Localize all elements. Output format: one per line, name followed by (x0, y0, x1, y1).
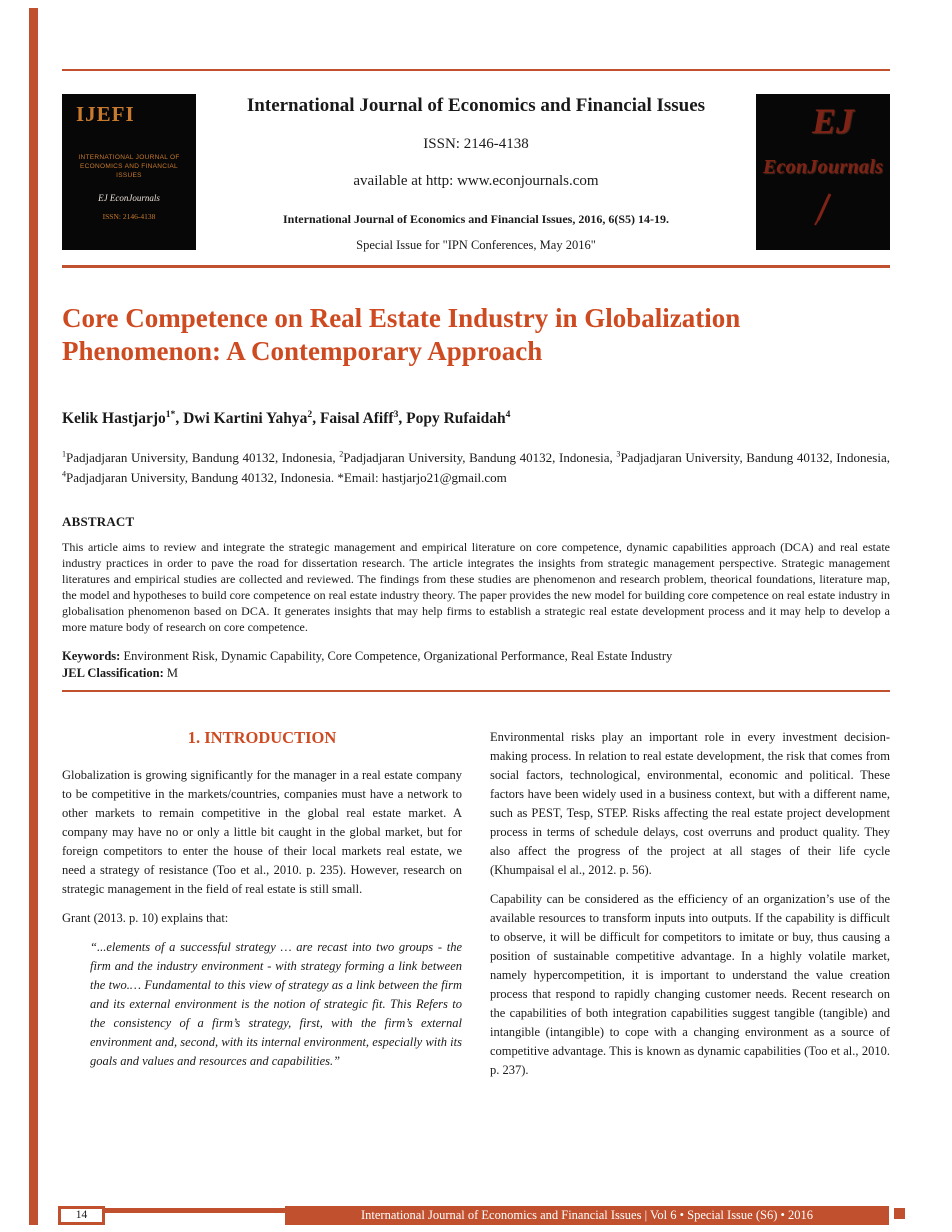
keywords-label: Keywords: (62, 649, 121, 663)
econjournals-monogram: EJ (812, 101, 855, 141)
left-paragraph-1: Globalization is growing significantly for the manager in a real estate company to be competitive in the markets/countries, companies must have a network to other markets to remain competitive in the global real estate market. A company may have no or only a little bit caught in the global market, but for foreign competitors to enter the house of their local markets real estate, we need a strategy of resistance (Too et al., 2010. p. 235). However, research on strategic management in the field of real estate is still small. (62, 768, 462, 896)
ijefi-logo (62, 94, 196, 250)
article-title: Core Competence on Real Estate Industry in Globalization Phenomenon: A Contemporary Approach (62, 303, 741, 366)
header-bottom-rule (62, 265, 890, 268)
footer-corner-mark (894, 1208, 905, 1219)
ijefi-logo-issn: ISSN: 2146-4138 (102, 212, 156, 221)
econjournals-logo (756, 94, 890, 250)
quill-icon (810, 192, 836, 228)
right-paragraph-1: Environmental risks play an important role in every investment decision-making process. In relation to real estate development, the risk that comes from social factors, technological, environmental, economic and political. These factors have been widely used in a business context, but with a different name, such as PEST, Tesp, STEP. Risks affecting the real estate project development process in terms of schedule delays, cost overruns and product quality. They also affect the progress of the project at all stages of their life cycle (Khumpaisal el al., 2012. p. 56). (490, 730, 890, 877)
journal-citation: International Journal of Economics and Financial Issues, 2016, 6(S5) 14-19. (282, 212, 670, 226)
keywords-text: Environment Risk, Dynamic Capability, Core Competence, Organizational Performance, Real Estate Industry (120, 649, 673, 663)
ijefi-logo-acronym: IJEFI (76, 102, 135, 126)
journal-masthead (211, 94, 741, 253)
jel-line (62, 665, 890, 682)
ijefi-logo-imprint: EJ EconJournals (98, 193, 160, 203)
affiliations-line: $^1$Padjadjaran University, Bandung 40132, Indonesia, $^2$Padjadjaran University, Bandung 40132, Indonesia, $^3$Padjadjaran University, Bandung 40132, Indonesia, $^4$Padjadjaran University, Bandung 40132, Indonesia. *Email: hastjarjo21@gmail.com (62, 449, 890, 485)
ijefi-logo-line1: INTERNATIONAL JOURNAL OF (78, 154, 180, 161)
special-issue-note: Special Issue for "IPN Conferences, May 2016" (356, 238, 596, 252)
journal-title: International Journal of Economics and Financial Issues (246, 95, 706, 116)
author-name: Kelik Hastjarjo$^{1*}$ (62, 408, 176, 427)
right-column (490, 728, 890, 1090)
right-paragraph-2: Capability can be considered as the efficiency of an organization’s use of the available resources to transform inputs into outputs. If the capability is difficult to observe, it will be difficult for competitors to imitate or buy, thus causing a position of sustainable competitive advantage. In a highly volatile market, namely hypercompetition, it is important to understand the value creation process that respond to rapidly changing customer needs. Recent research on the capabilities of both integration capabilities suggest tangible (tangible) and intangible (intangible) to cope with a changing environment as a source of competitive advantage. This is known as dynamic capabilities (Too et al., 2010. p. 237). (490, 892, 890, 1077)
authors-line: Kelik Hastjarjo$^{1*}$, Dwi Kartini Yahya$^2$, Faisal Afiff$^3$, Popy Rufaidah$^4$ (62, 408, 511, 427)
footer-journal-bar: International Journal of Economics and Financial Issues | Vol 6 • Special Issue (S6) • 2016 (285, 1206, 889, 1225)
left-accent-strip (29, 8, 38, 1225)
jel-text: M (163, 666, 178, 680)
ijefi-logo-line2: ECONOMICS AND FINANCIAL ISSUES (80, 163, 178, 179)
abstract-heading: ABSTRACT (62, 514, 135, 529)
keywords-line (62, 648, 890, 665)
left-paragraph-2: Grant (2013. p. 10) explains that: (62, 911, 229, 925)
abstract-text: This article aims to review and integrate the strategic management and empirical literature on core competence, dynamic capabilities approach (DCA) and real estate industry practices in order to pave the road for dissertation research. The article integrates the insights from strategic management perspective. Strategic management literatures and empirical studies are collected and reviewed. The findings from these studies are phenomenon and research problem, theorical foundations, literature map, the model and hypotheses to build core competence on real estate industry theory. The paper provides the new model for building core competence on real estate industry in globalisation phenomenon based on DCA. It generates insights that may help firms to establish a strategic real estate development process and it may help to develop a more mature body of research on core competence. (62, 540, 890, 634)
author-name: Popy Rufaidah$^4$ (406, 408, 511, 427)
left-column (62, 728, 462, 1090)
block-quote: “...elements of a successful strategy … are recast into two groups - the firm and the industry environment - with strategy forming a link between the two.… Fundamental to this view of strategy as a link between the firm and its external environment is the notion of strategic fit. This Refers to the consistency of a firm’s strategy, first, with the firm’s external environment and, second, with its internal environment, especially with its goals and values and resources and capabilities.” (90, 940, 462, 1068)
page-footer (0, 1206, 952, 1228)
abstract-divider-rule (62, 690, 890, 692)
journal-availability: available at http: www.econjournals.com (353, 173, 599, 189)
author-name: Faisal Afiff$^3$ (319, 408, 399, 427)
econjournals-name: EconJournals (762, 156, 884, 178)
jel-label: JEL Classification: (62, 666, 164, 680)
page-content (62, 0, 890, 1090)
header-top-rule (62, 69, 890, 71)
author-name: Dwi Kartini Yahya$^2$ (183, 408, 313, 427)
journal-header (62, 94, 890, 253)
body-columns (62, 728, 890, 1090)
ijefi-logo-subtitle (68, 153, 190, 180)
section-heading-introduction: 1. INTRODUCTION (187, 728, 337, 747)
page-number-badge: 14 (58, 1206, 105, 1225)
journal-issn: ISSN: 2146-4138 (423, 136, 529, 152)
